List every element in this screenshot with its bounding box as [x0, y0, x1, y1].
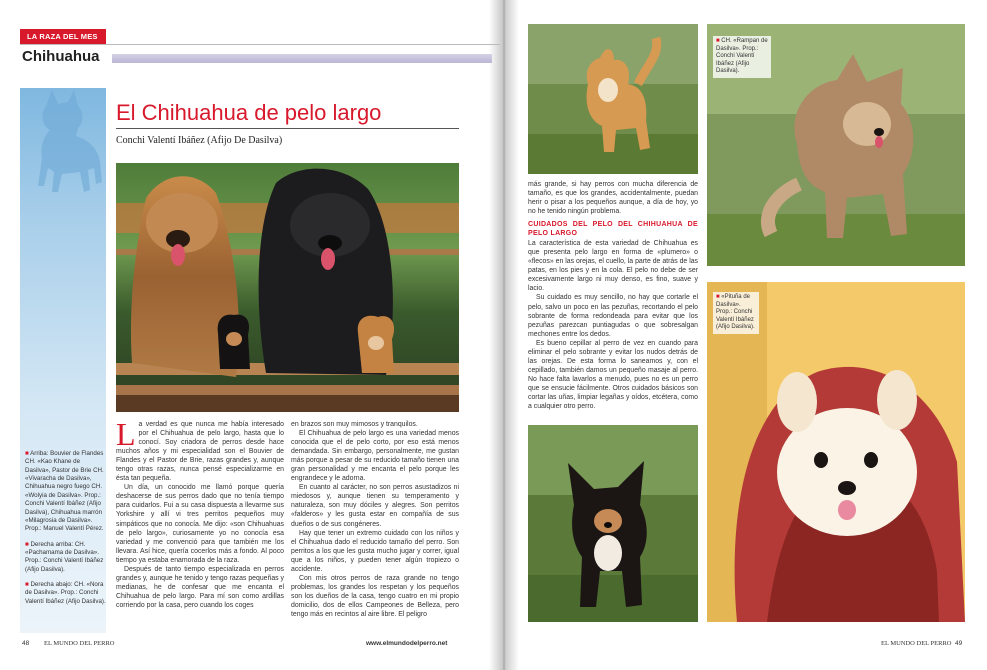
paragraph: más grande, si hay perros con mucha diferencia de tamaño, es que los grandes, accidentalmente, puedan herir o pisar a los pequeños aunque, a día de hoy, yo no he tenido ningún problema. [528, 181, 698, 216]
paragraph: Es bueno cepillar al perro de vez en cuando para eliminar el pelo sobrante y evitar los nudos detrás de las orejas. De esta forma lo saneamos y, con el cepillado, también damos un pequeño masaje al perro. No hace falta lavarlos a menudo, pues no es un perro que se ensucie fácilmente. Otros cuidados básicos son cortar las uñas, limpiar legañas y oídos, etcétera, como a cualquier otro perro. [528, 339, 698, 411]
magazine-name-right: EL MUNDO DEL PERRO [881, 640, 952, 647]
caption-box-top: ■ CH. «Rampan de Dasilva». Prop.: Conchi Valentí Ibáñez (Afijo Dasilva). [713, 36, 771, 78]
article-author: Conchi Valentí Ibáñez (Afijo De Dasilva) [116, 135, 283, 146]
body-column-2 [291, 420, 459, 619]
page-gutter [489, 0, 519, 670]
paragraph: La característica de esta variedad de Chihuahua es que presenta pelo largo en forma de «plumero» o «flecos» en las orejas, el cuello, la parte de atrás de las patas, en los pies y en la cola. El pelo no debe de ser excesivamente largo ni muy denso, es fino, suave y lacio. [528, 240, 698, 293]
caption-2: ■ Derecha arriba: CH. «Pachamama de Dasilva». Prop.: Conchi Valentí Ibáñez (Afijo Dasilva). [25, 540, 104, 573]
drop-cap: L [116, 416, 136, 452]
photo-captions-left [25, 450, 107, 613]
paragraph: El Chihuahua de pelo largo es una variedad menos conocida que el de pelo corto, por eso está menos demandada. Sin embargo, personalmente, me gustan más porque a pesar de su reducido tamaño tienen una gran personalidad y me encanta el pelo porque les engrandece y le adorna. [291, 430, 459, 483]
breed-heading: Chihuahua [22, 48, 100, 65]
photo-black-chihuahua [528, 425, 698, 622]
caption-1: ■ Arriba: Bouvier de Flandes CH. «Kao Khane de Dasilva», Pastor de Brie CH. «Vivaracha de Dasilva», Chihuahua negro fuego CH. «Wolyia de Dasilva». Prop.: Conchi Valentí Ibáñez (Afijo Dasilva), Chihuahua marrón «Milagrosia de Dasilva». Prop.: Manuel Valentí Pérez. [25, 450, 104, 533]
paragraph: En cuanto al carácter, no son perros asustadizos ni miedosos y, aunque tienen su temperamento y naturaleza, son muy dóciles y alegres. Son perritos «falderos» y les gusta estar en compañía de sus dueños o de sus congéneres. [291, 484, 459, 528]
page-number-left: 48 [22, 640, 30, 647]
website-url[interactable]: www.elmundodelperro.net [366, 640, 448, 647]
paragraph: en brazos son muy mimosos y tranquilos. [291, 421, 418, 428]
caption-3: ■ Derecha abajo: CH. «Nora de Dasilva». Prop.: Conchi Valentí Ibáñez (Afijo Dasilva). [25, 581, 106, 605]
paragraph: a verdad es que nunca me había interesado por el Chihuahua de pelo largo, hasta que lo conocí. Soy criadora de perros desde hace muchos años y mi especialidad son el Bouvier de Flandes y el Pastor de Brie, razas grandes y, aunque tengo otras razas, nunca pensé especializarme en ésta tan pequeña. [116, 421, 284, 483]
paragraph: Con mis otros perros de raza grande no tengo problemas, los grandes los respetan y los pequeños son los dueños de la casa, tengo cuatro en mi propio domicilio, dos de ellos Campeones de Belleza, pero tengo más en recintos al aire libre. El peligro [291, 574, 459, 618]
dog-silhouette-icon [28, 86, 108, 206]
photo-chihuahua-grass [528, 24, 698, 174]
main-photo [116, 163, 459, 412]
paragraph: Su cuidado es muy sencillo, no hay que cortarle el pelo, salvo un poco en las pezuñas, recortando el pelo sobrante de forma redondeada para evitar que los pezuñas parezcan puntiagudas o que sobresalgan mechones entre los dedos. [528, 294, 698, 338]
title-rule [116, 128, 459, 129]
paragraph: Hay que tener un extremo cuidado con los niños y el Chihuahua dado el reducido tamaño del perro. Son perritos a los que les gusta mucho jugar y correr, igual que a los niños, y pueden tener algún tropiezo o accidente. [291, 529, 459, 573]
paragraph: Un día, un conocido me llamó porque quería deshacerse de sus perros dado que no tenía tiempo para cuidarlos. Fui a su casa dispuesta a llevarme sus Yorkshire y allí vi tres perritos pequeños muy simpáticos que no conocía. Me dijo: «son Chihuahuas de pelo largo», curiosamente yo no conocía esa variedad y me convenció para que también me los llevara. Así hice, quería cocerlos más a fondo. Al poco tiempo ya estaba enamorada de la raza. [116, 484, 284, 564]
magazine-name-left: EL MUNDO DEL PERRO [44, 640, 115, 647]
section-tag: LA RAZA DEL MES [20, 29, 106, 44]
article-title: El Chihuahua de pelo largo [116, 100, 382, 125]
page-number-right: 49 [955, 640, 963, 647]
header-stripe [112, 54, 492, 63]
paragraph: Después de tanto tiempo especializada en perros grandes y, aunque he tenido y tengo razas pequeñas y medianas, he de confesar que me encanta el Chihuahua de pelo largo. Para mí son como ardillas corriendo por la casa, pero cuando los coges [116, 565, 284, 609]
subheading: CUIDADOS DEL PELO DEL CHIHUAHUA DE PELO LARGO [528, 221, 698, 237]
header-rule [20, 44, 500, 45]
caption-box-middle: ■ «Pituña de Dasilva». Prop.: Conchi Valentí Ibáñez (Afijo Dasilva). [713, 292, 759, 334]
body-column-3 [528, 180, 698, 411]
body-column-1 [116, 416, 284, 610]
